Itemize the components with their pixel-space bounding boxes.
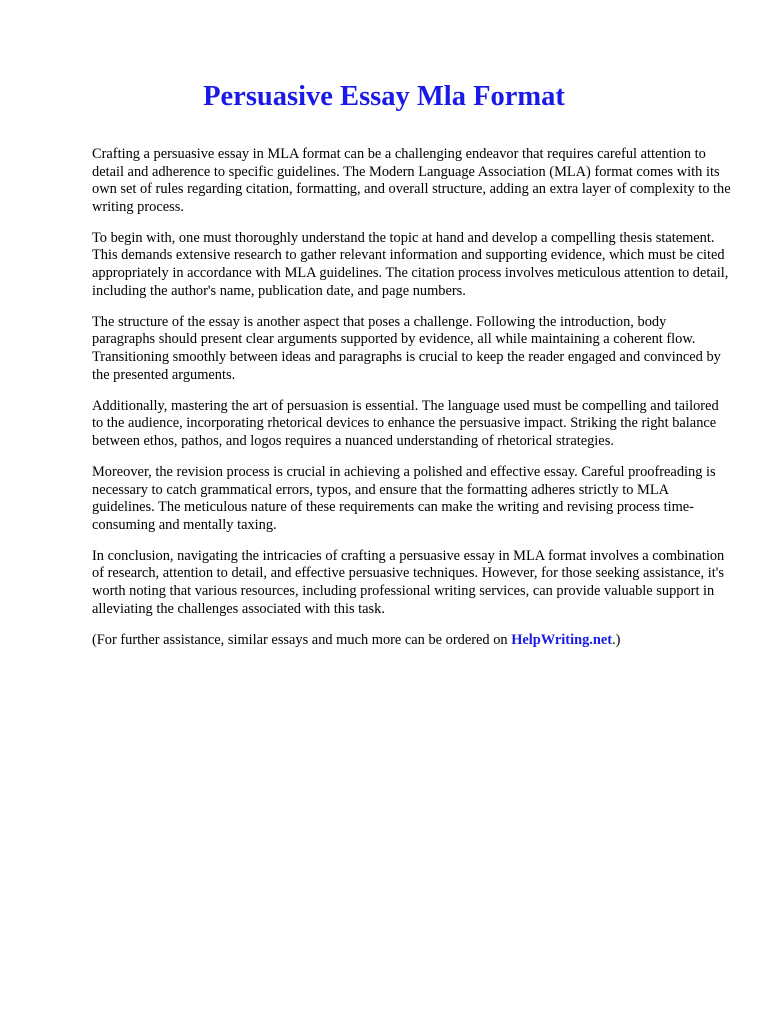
helpwriting-link[interactable]: HelpWriting.net [511,631,613,648]
paragraph-structure: The structure of the essay is another aspect that poses a challenge. Following the introduction, body paragraphs should present clear arguments supported by evidence, all while maintaining a coherent flow. Transitioning smoothly between ideas and paragraphs is crucial to keep the reader engaged and convinced by the presented arguments. [92,313,721,383]
paragraph-thesis: To begin with, one must thoroughly understand the topic at hand and develop a compelling thesis statement. This demands extensive research to gather relevant information and supporting evidence, which must be cited appropriately in accordance with MLA guidelines. The citation process involves meticulous attention to detail, including the author's name, publication date, and page numbers. [92,229,729,299]
paragraph-intro: Crafting a persuasive essay in MLA format can be a challenging endeavor that requires careful attention to detail and adherence to specific guidelines. The Modern Language Association (MLA) format comes with its own set of rules regarding citation, formatting, and overall structure, adding an extra layer of complexity to the writing process. [92,146,731,215]
footer-note [92,632,732,650]
footer-suffix: .) [612,631,621,648]
paragraph-persuasion: Additionally, mastering the art of persuasion is essential. The language used must be compelling and tailored to the audience, incorporating rhetorical devices to enhance the persuasive impact. Striking the right balance between ethos, pathos, and logos requires a nuanced understanding of rhetorical strategies. [92,397,719,449]
paragraph-revision: Moreover, the revision process is crucial in achieving a polished and effective essay. Careful proofreading is necessary to catch grammatical errors, typos, and ensure that the formatting adheres strictly to MLA guidelines. The meticulous nature of these requirements can make the writing and revising process time-consuming and mentally taxing. [92,463,716,533]
document-body [92,146,732,663]
footer-prefix: (For further assistance, similar essays and much more can be ordered on [92,631,512,648]
paragraph-conclusion: In conclusion, navigating the intricacies of crafting a persuasive essay in MLA format involves a combination of research, attention to detail, and effective persuasive techniques. However, for those seeking assistance, it's worth noting that various resources, including professional writing services, can provide valuable support in alleviating the challenges associated with this task. [92,547,725,617]
page-title: Persuasive Essay Mla Format [203,81,565,112]
